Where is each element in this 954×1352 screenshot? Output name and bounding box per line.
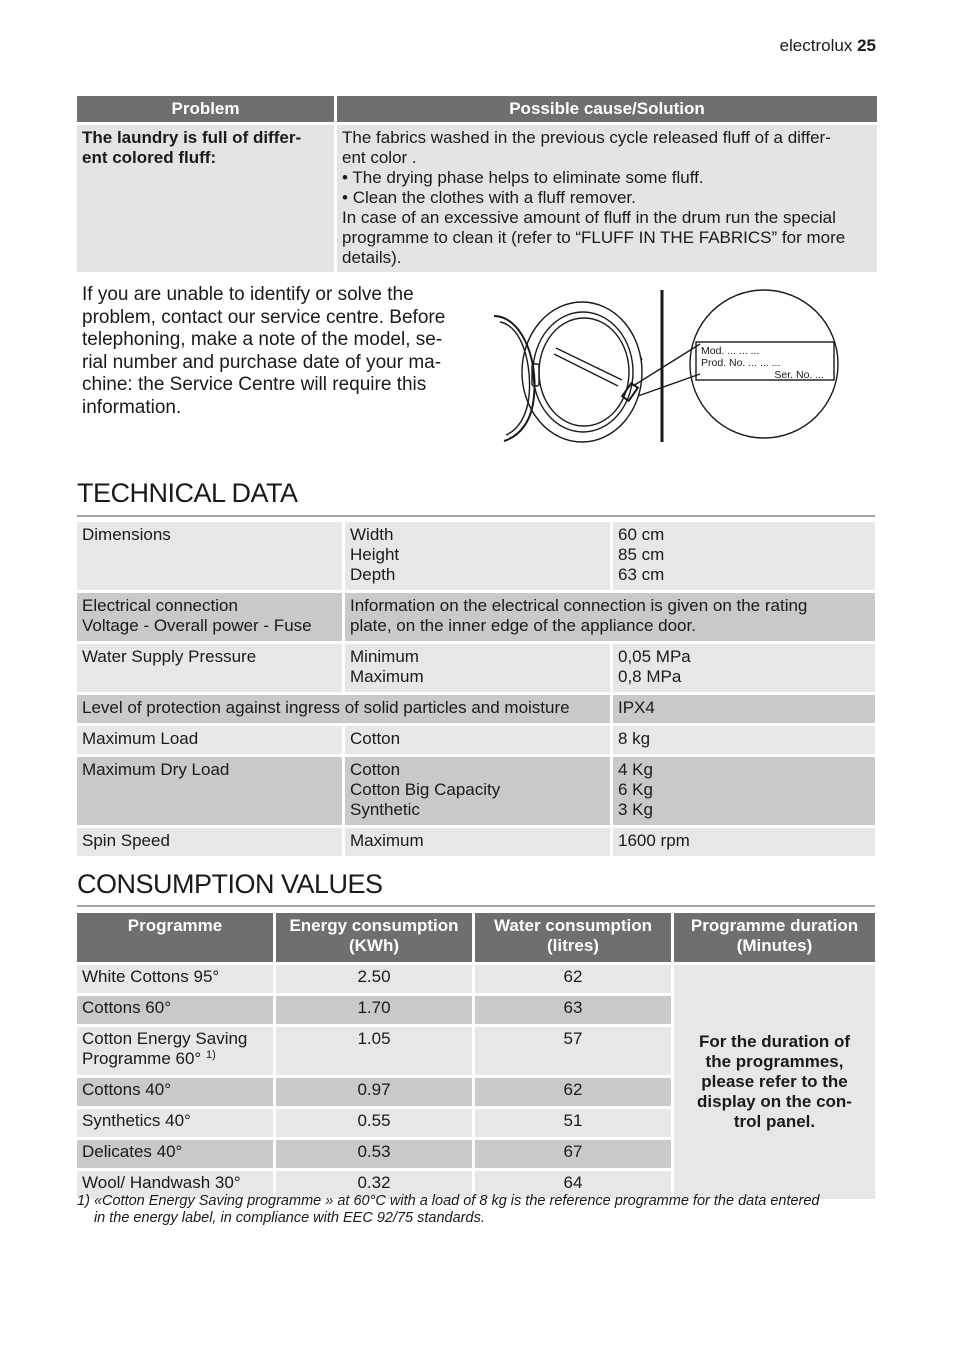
programme-cell: Cottons 40° xyxy=(77,1078,273,1106)
cell-value: Cotton xyxy=(350,760,401,779)
cell-value: plate, on the inner edge of the appliance door. xyxy=(350,616,696,635)
cell-value: Information on the electrical connection is given on the rating xyxy=(350,596,808,615)
solution-cell xyxy=(337,125,877,272)
row-label: Maximum Load xyxy=(77,726,342,754)
row-values: 8 kg xyxy=(613,726,875,754)
footnote-marker: 1) xyxy=(205,1049,216,1061)
paragraph-line: rial number and purchase date of your ma- xyxy=(82,351,442,373)
troubleshooting-table xyxy=(74,93,880,275)
row-names: Cotton xyxy=(345,726,610,754)
energy-cell: 0.32 xyxy=(276,1171,472,1199)
footnote xyxy=(77,1193,877,1227)
paragraph-line: telephoning, make a note of the model, se- xyxy=(82,329,443,350)
header-text: Water consumption xyxy=(493,916,653,935)
note-text: For the duration of xyxy=(698,1032,851,1051)
column-header-duration xyxy=(674,913,875,962)
consumption-table xyxy=(74,910,878,1202)
water-cell: 62 xyxy=(475,965,671,993)
programme-cell: White Cottons 95° xyxy=(77,965,273,993)
row-names xyxy=(345,644,610,692)
table-row xyxy=(77,965,875,993)
service-contact-paragraph xyxy=(82,284,472,419)
page-number: 25 xyxy=(857,36,876,55)
row-label xyxy=(77,593,342,641)
cell-value: 4 Kg xyxy=(618,760,653,779)
solution-text: The fabrics washed in the previous cycle released fluff of a differ- xyxy=(342,128,831,147)
cell-value: Synthetic xyxy=(350,800,420,819)
water-cell: 67 xyxy=(475,1140,671,1168)
water-cell: 57 xyxy=(475,1027,671,1075)
cell-value: 6 Kg xyxy=(618,780,653,799)
row-values xyxy=(613,522,875,590)
solution-text: ent color . xyxy=(342,148,417,167)
page-header xyxy=(780,36,876,56)
cell-value: Width xyxy=(350,525,394,544)
solution-bullet: • The drying phase helps to eliminate some fluff. xyxy=(342,168,872,188)
cell-value: Height xyxy=(350,545,400,564)
cell-value: Cotton Energy Saving xyxy=(82,1029,248,1048)
programme-cell: Delicates 40° xyxy=(77,1140,273,1168)
water-cell: 64 xyxy=(475,1171,671,1199)
table-row xyxy=(77,726,875,754)
cell-value: 3 Kg xyxy=(618,800,653,819)
solution-text: programme to clean it (refer to “FLUFF IN THE FABRICS” for more xyxy=(342,228,846,247)
cell-value: 0,05 MPa xyxy=(618,647,691,666)
table-row xyxy=(77,522,875,590)
energy-cell: 1.70 xyxy=(276,996,472,1024)
footnote-text xyxy=(94,1193,869,1227)
cell-value: Depth xyxy=(350,565,396,584)
row-info xyxy=(345,593,875,641)
energy-cell: 0.97 xyxy=(276,1078,472,1106)
cell-value: Minimum xyxy=(350,647,419,666)
table-row xyxy=(77,644,875,692)
row-label: Water Supply Pressure xyxy=(77,644,342,692)
problem-cell xyxy=(77,125,334,272)
section-divider xyxy=(77,515,875,517)
cell-value: Voltage - Overall power - Fuse xyxy=(82,616,312,635)
row-values: 1600 rpm xyxy=(613,828,875,856)
footnote-line: in the energy label, in compliance with EEC 92/75 standards. xyxy=(93,1210,485,1226)
row-names xyxy=(345,757,610,825)
cell-value: 63 cm xyxy=(618,565,665,584)
table-row xyxy=(77,125,877,272)
programme-cell: Cottons 60° xyxy=(77,996,273,1024)
solution-text: In case of an excessive amount of fluff in the drum run the special xyxy=(342,208,836,227)
row-values xyxy=(613,644,875,692)
table-row xyxy=(77,828,875,856)
cell-value: Maximum xyxy=(350,667,424,686)
footnote-line: «Cotton Energy Saving programme » at 60°C with a load of 8 kg is the reference programme for the data entered xyxy=(93,1193,820,1209)
column-header-energy xyxy=(276,913,472,962)
consumption-values-title: CONSUMPTION VALUES xyxy=(77,869,383,899)
note-text: please refer to the xyxy=(701,1072,848,1091)
water-cell: 51 xyxy=(475,1109,671,1137)
row-label: Maximum Dry Load xyxy=(77,757,342,825)
column-header-programme: Programme xyxy=(77,913,273,962)
header-text: (KWh) xyxy=(348,936,400,955)
problem-text: The laundry is full of differ- xyxy=(82,128,302,147)
paragraph-line: problem, contact our service centre. Before xyxy=(82,306,446,328)
cell-value: Cotton Big Capacity xyxy=(350,780,501,799)
programme-cell xyxy=(77,1027,273,1075)
door-drawing xyxy=(494,290,838,442)
table-row xyxy=(77,695,875,723)
energy-cell: 2.50 xyxy=(276,965,472,993)
row-label: Dimensions xyxy=(77,522,342,590)
plate-serial-label: Ser. No. ... xyxy=(774,369,824,381)
row-names: Maximum xyxy=(345,828,610,856)
footnote-marker: 1) xyxy=(77,1193,90,1209)
cell-value: Programme 60° xyxy=(82,1049,202,1068)
programme-cell: Wool/ Handwash 30° xyxy=(77,1171,273,1199)
programme-cell: Synthetics 40° xyxy=(77,1109,273,1137)
duration-note-cell xyxy=(674,965,875,1199)
table-row xyxy=(77,593,875,641)
technical-data-table xyxy=(74,519,878,859)
water-cell: 63 xyxy=(475,996,671,1024)
column-header-water xyxy=(475,913,671,962)
water-cell: 62 xyxy=(475,1078,671,1106)
cell-value: 85 cm xyxy=(618,545,665,564)
paragraph-line: chine: the Service Centre will require this xyxy=(82,374,427,395)
paragraph-line: If you are unable to identify or solve the xyxy=(82,284,414,305)
column-header-solution: Possible cause/Solution xyxy=(337,96,877,122)
solution-text: details). xyxy=(342,248,402,267)
cell-value: Electrical connection xyxy=(82,596,238,615)
problem-text: ent colored fluff: xyxy=(82,148,217,167)
row-label: Spin Speed xyxy=(77,828,342,856)
energy-cell: 0.55 xyxy=(276,1109,472,1137)
row-values: IPX4 xyxy=(613,695,875,723)
row-label: Level of protection against ingress of solid particles and moisture xyxy=(77,695,610,723)
header-text: Programme duration xyxy=(690,916,859,935)
energy-cell: 0.53 xyxy=(276,1140,472,1168)
energy-cell: 1.05 xyxy=(276,1027,472,1075)
note-text: display on the con- xyxy=(697,1092,852,1111)
table-row xyxy=(77,757,875,825)
section-divider xyxy=(77,905,875,907)
header-text: (litres) xyxy=(547,936,599,955)
cell-value: 60 cm xyxy=(618,525,665,544)
note-text: the programmes, xyxy=(705,1052,844,1071)
paragraph-line: information. xyxy=(82,396,182,418)
row-names xyxy=(345,522,610,590)
column-header-problem: Problem xyxy=(77,96,334,122)
rating-plate-illustration xyxy=(490,286,850,446)
header-text: (Minutes) xyxy=(736,936,813,955)
plate-model-label: Mod. ... ... ... xyxy=(701,345,760,357)
solution-bullet: • Clean the clothes with a fluff remover. xyxy=(342,188,872,208)
header-text: Energy consumption xyxy=(289,916,459,935)
plate-product-label: Prod. No. ... ... ... xyxy=(701,357,781,369)
technical-data-title: TECHNICAL DATA xyxy=(77,478,298,508)
cell-value: 0,8 MPa xyxy=(618,667,682,686)
row-values xyxy=(613,757,875,825)
note-text: trol panel. xyxy=(733,1112,816,1131)
brand-name: electrolux xyxy=(779,36,853,55)
